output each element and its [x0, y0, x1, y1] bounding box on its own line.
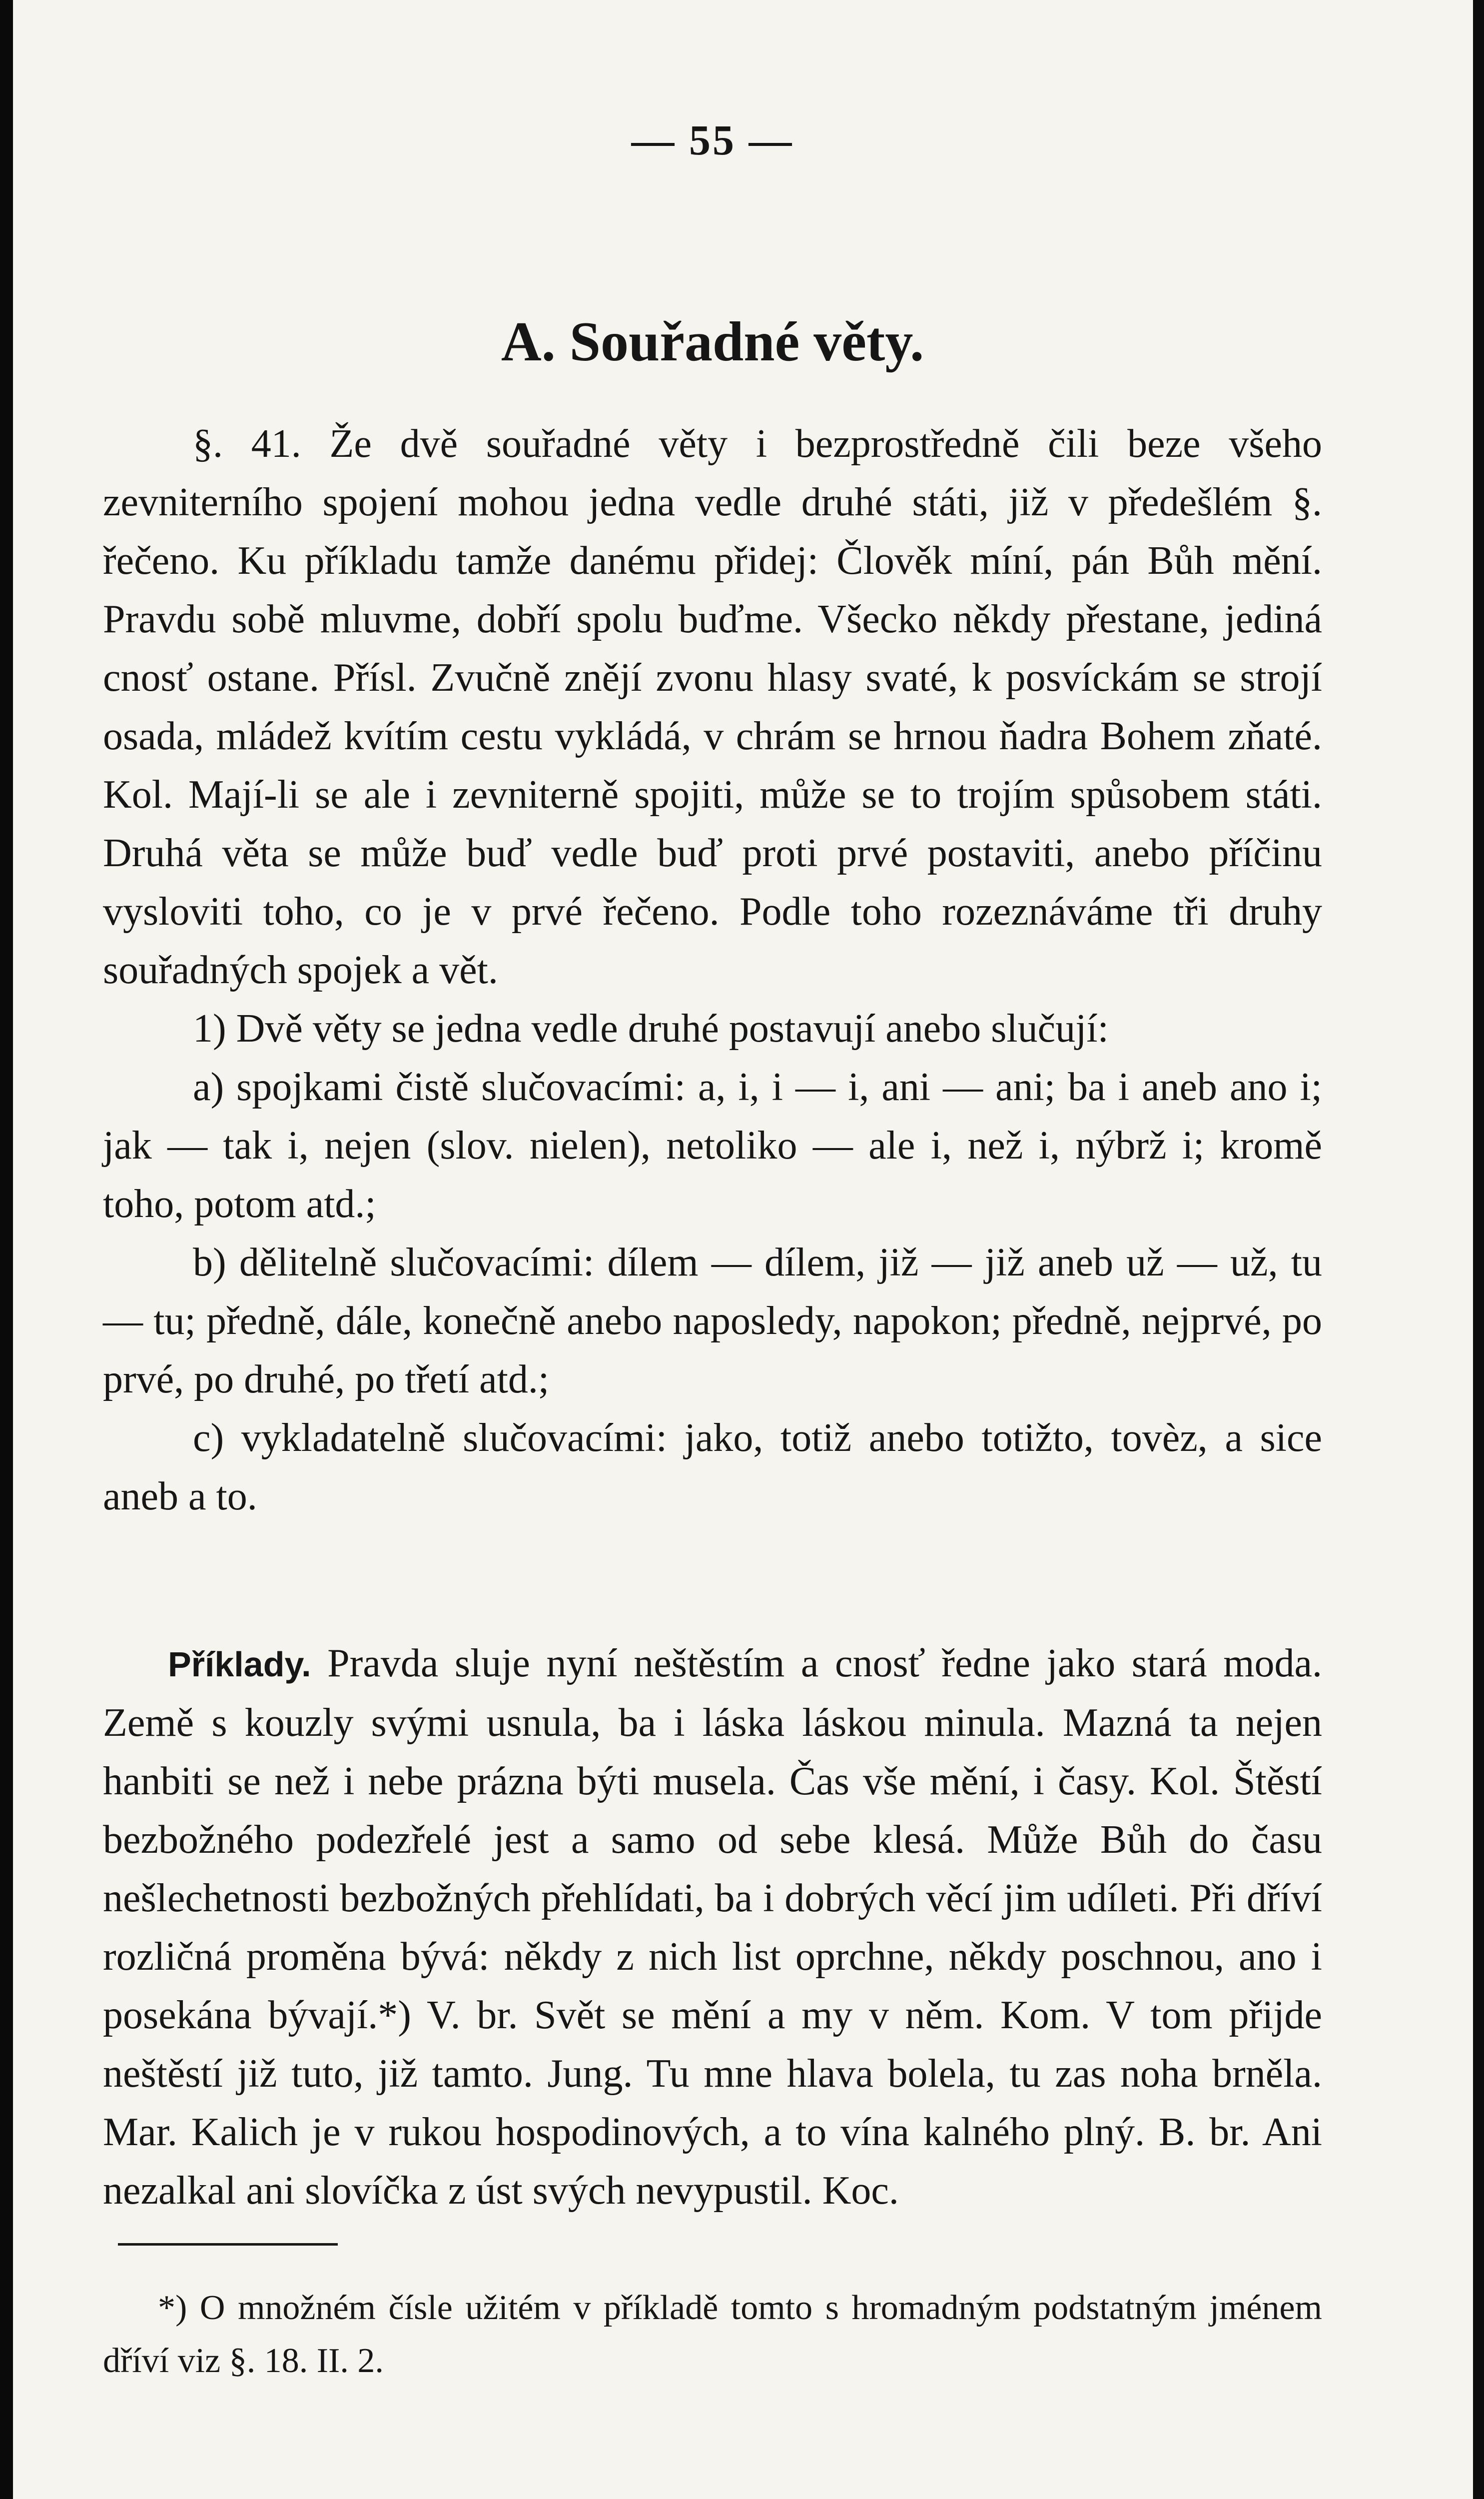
list-item-c: c) vykladatelně slučovacími: jako, totiž anebo totižto, tovèz, a sice aneb a to.	[103, 1416, 1322, 1518]
footnote-text: *) O množném čísle užitém v příkladě tomto s hromadným podstatným jménem dříví viz §. 18. II. 2.	[103, 2289, 1322, 2380]
list-item-b: b) dělitelně slučovacími: dílem — dílem, již — již aneb už — už, tu — tu; předně, dále, konečně anebo naposledy, napokon; předně, nejprvé, po prvé, po druhé, po třetí atd.;	[103, 1241, 1322, 1401]
page-number: — 55 —	[631, 116, 794, 164]
examples-text: Pravda sluje nyní neštěstím a cnosť ředne jako stará moda. Země s kouzly svými usnula, ba i láska láskou minula. Mazná ta nejen hanbiti se než i nebe prázna býti musela. Čas vše mění, i časy. Kol. Štěstí bezbožného podezřelé jest a samo od sebe klesá. Může Bůh do času nešlechetnosti bezbožných přehlídati, ba i dobrých věcí jim udíleti. Při dříví rozličná proměna bývá: někdy z nich list oprchne, někdy poschnou, ano i posekána bývají.*) V. br. Svět se mění a my v něm. Kom. V tom přijde neštěstí již tuto, již tamto. Jung. Tu mne hlava bolela, tu zas noha brněla. Mar. Kalich je v rukou hospodinových, a to vína kalného plný. B. br. Ani nezalkal ani slovíčka z úst svých nevypustil. Koc.	[103, 1641, 1323, 2213]
footnote	[103, 2282, 1322, 2388]
examples-paragraph	[103, 1634, 1322, 2220]
rule-1: 1) Dvě věty se jedna vedle druhé postavují anebo slučují:	[193, 1007, 1109, 1051]
main-text	[103, 415, 1322, 1526]
footnote-divider	[118, 2243, 338, 2246]
section-heading: A. Souřadné věty.	[501, 311, 924, 373]
examples-section	[103, 1634, 1322, 2220]
list-item-a: a) spojkami čistě slučovacími: a, i, i — i, ani — ani; ba i aneb ano i; jak — tak i, nejen (slov. nielen), netoliko — ale i, než i, nýbrž i; kromě toho, potom atd.;	[103, 1065, 1322, 1226]
paragraph-41: §. 41. Že dvě souřadné věty i bezprostředně čili beze všeho zevniterního spojení mohou jedna vedle druhé státi, již v předešlém §. řečeno. Ku příkladu tamže danému přidej: Člověk míní, pán Bůh mění. Pravdu sobě mluvme, dobří spolu buďme. Všecko někdy přestane, jediná cnosť ostane. Přísl. Zvučně znějí zvonu hlasy svaté, k posvíckám se strojí osada, mládež kvítím cestu vykládá, v chrám se hrnou ňadra Bohem zňaté. Kol. Mají-li se ale i zevniterně spojiti, může se to trojím spůsobem státi. Druhá věta se může buď vedle buď proti prvé postaviti, anebo příčinu vysloviti toho, co je v prvé řečeno. Podle toho rozeznáváme tři druhy souřadných spojek a vět.	[103, 422, 1322, 992]
examples-label: Příklady.	[168, 1645, 311, 1684]
